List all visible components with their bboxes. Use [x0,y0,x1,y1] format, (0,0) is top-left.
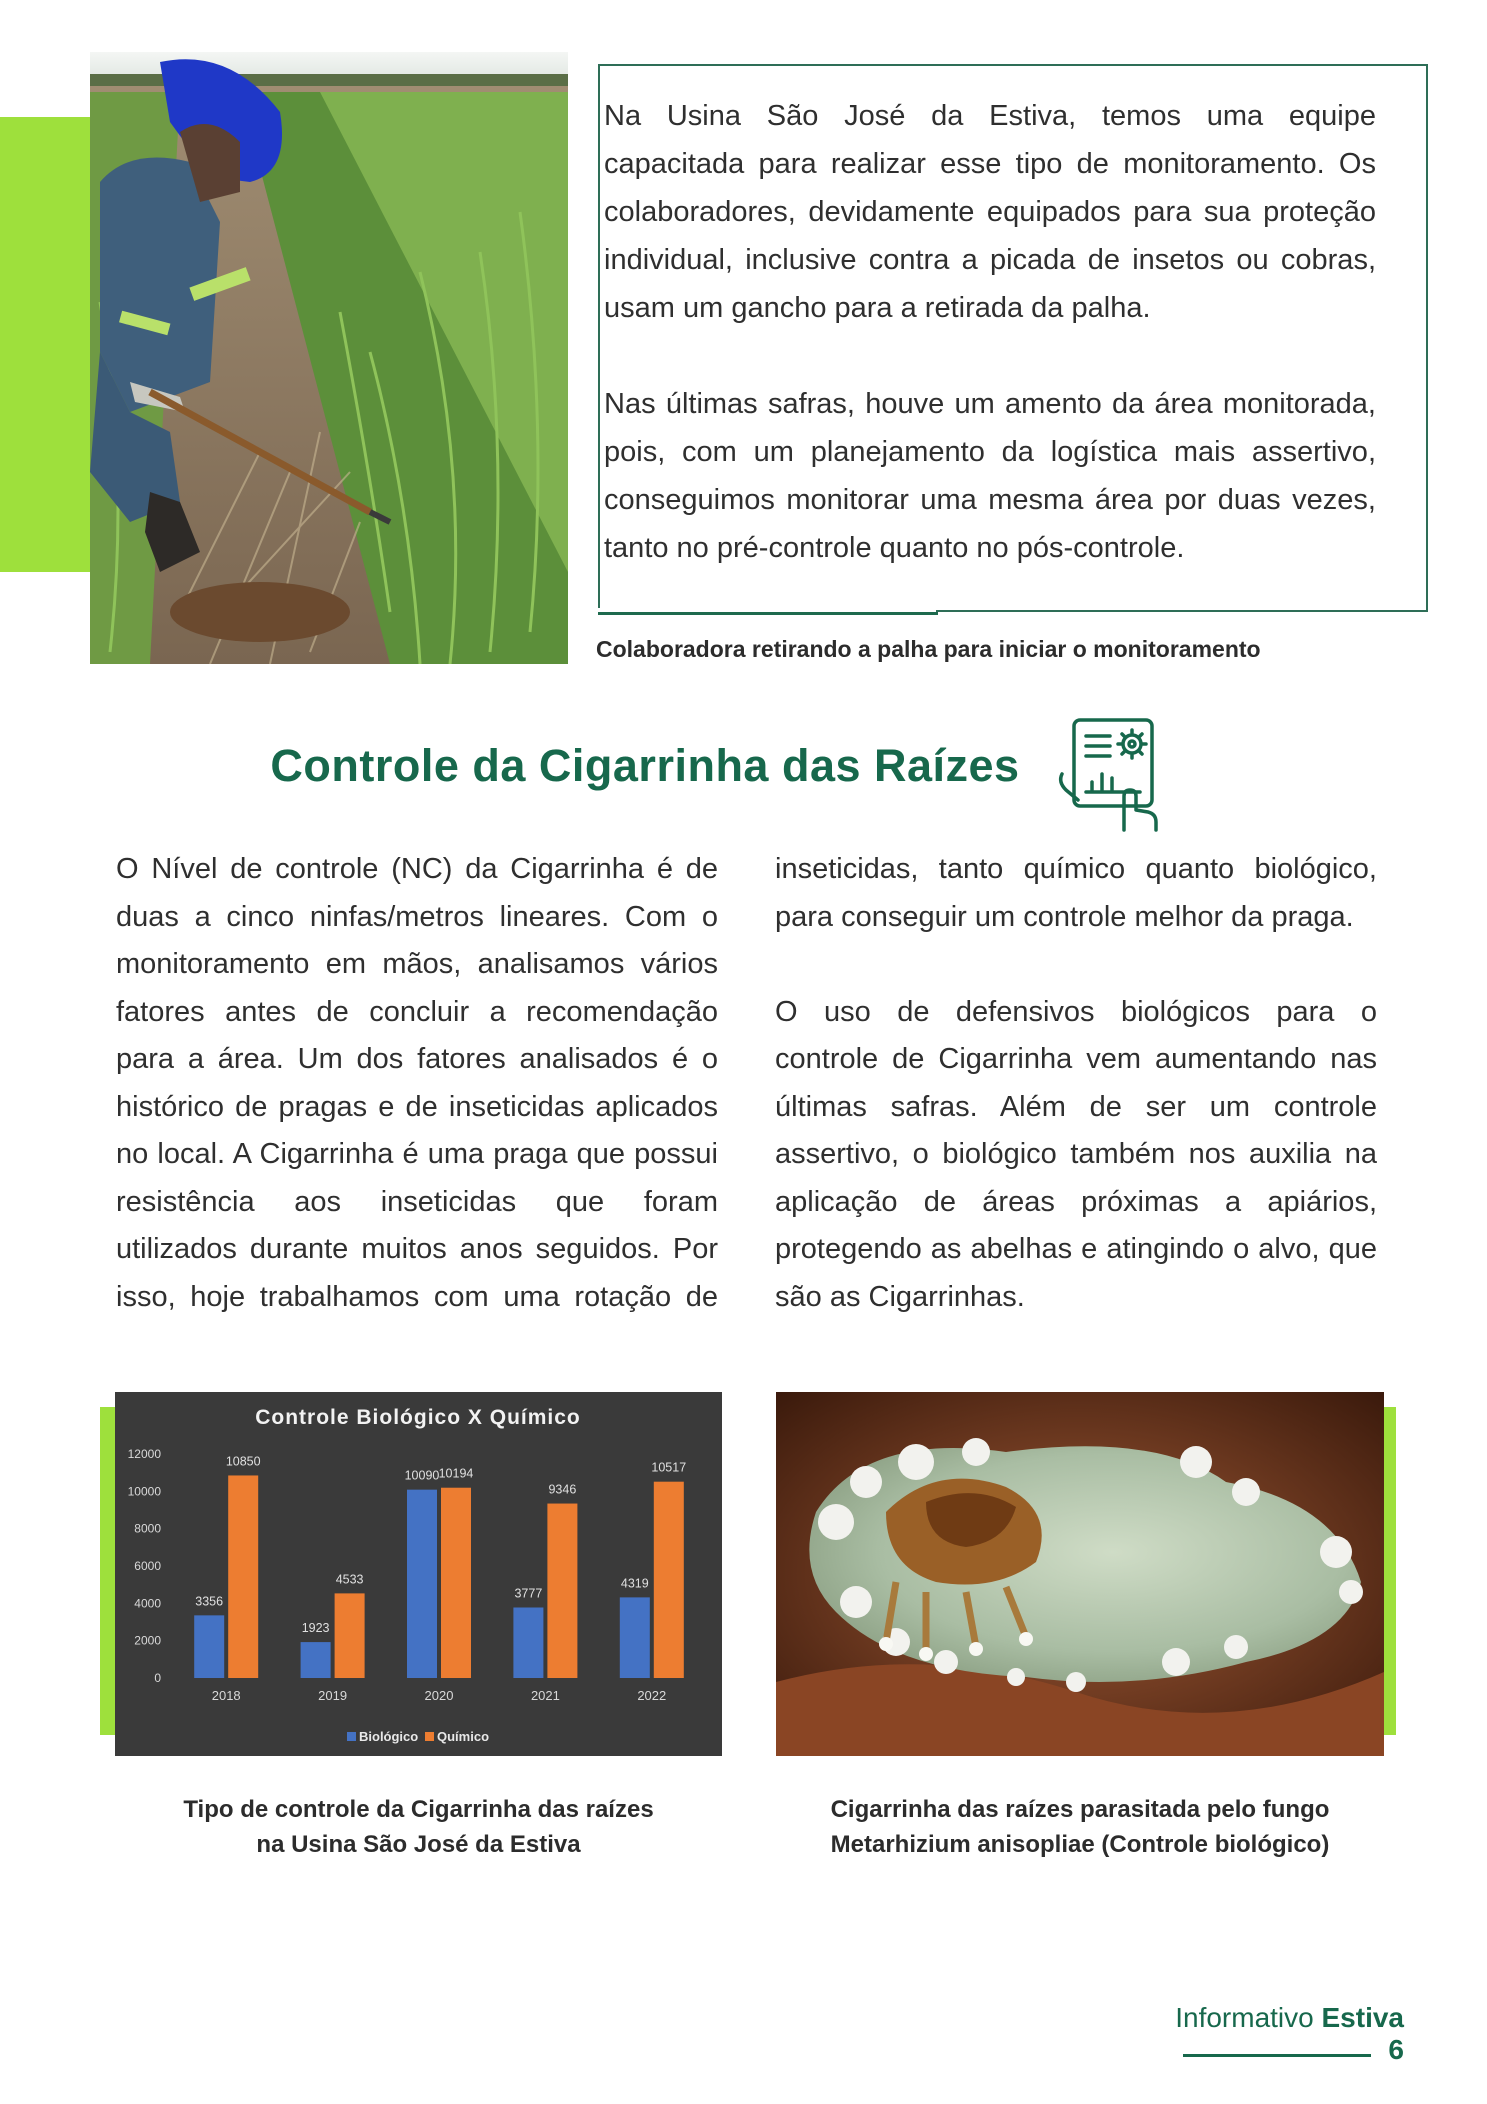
photo-accent-bar [1382,1407,1396,1735]
y-tick-label: 8000 [134,1521,161,1536]
legend-swatch [425,1732,434,1741]
bar-quimico-2021 [547,1504,577,1678]
caption-chart-line-2: na Usina São José da Estiva [256,1831,581,1858]
bar-quimico-2020 [441,1488,471,1678]
box-paragraph-1: Na Usina São José da Estiva, temos uma equipe capacitada para realizar esse tipo de monitoramento. Os colaboradores, devidamente equipados para sua proteção individual, inclusive contra a picada de insetos ou cobras, usam um gancho para a retirada da palha. [604,100,1376,324]
data-label: 4319 [620,1576,649,1591]
data-label: 10194 [438,1466,474,1481]
x-tick-label: 2020 [424,1688,454,1703]
data-label: 10090 [404,1468,440,1483]
data-label: 4533 [335,1572,364,1587]
x-tick-label: 2022 [637,1688,667,1703]
monitoring-text-box [604,92,1376,620]
bar-biologico-2019 [301,1642,331,1678]
bar-quimico-2022 [654,1482,684,1678]
caption-chart [115,1792,722,1862]
footer-publication-name [1090,2002,1404,2034]
page-number: 6 [1388,2034,1404,2065]
data-label: 10850 [225,1454,261,1469]
column-right [775,846,1377,1369]
caption-chart-line-1: Tipo de controle da Cigarrinha das raízes [183,1796,654,1823]
data-label: 10517 [651,1460,687,1475]
chart-svg [115,1392,722,1756]
box-paragraph-2: Nas últimas safras, houve um amento da área monitorada, pois, com um planejamento da logística mais assertivo, conseguimos monitorar uma mesma área por duas vezes, tanto no pré-controle quanto no pós-controle. [604,388,1376,564]
bar-biologico-2020 [407,1490,437,1678]
y-tick-label: 10000 [127,1484,161,1499]
column-right-paragraph-2: O uso de defensivos biológicos para o controle de Cigarrinha vem aumentando nas últimas safras. Além de ser um controle assertivo, o biológico também nos auxilia na aplicação de áreas próximas a apiários, protegendo as abelhas e atingindo o alvo, que são as Cigarrinhas. [775,995,1377,1313]
column-left-text: O Nível de controle (NC) da Cigarrinha é de duas a cinco ninfas/metros lineares. Com o monitoramento em mãos, analisamos vários fatores antes de concluir a recomendação para a área. Um dos fatores analisados é o histórico de pragas e de inseticidas aplicados no local. A Cigarrinha é uma praga que possui resistência aos inseticidas que foram utilizados durante muitos anos seguidos. Por isso, hoje trabalhamos com uma rotação de [116,853,718,1313]
section-title: Controle da Cigarrinha das Raízes [270,740,1020,791]
caption-insect-photo [776,1792,1384,1862]
x-tick-label: 2018 [211,1688,241,1703]
column-left [116,846,718,1369]
bar-quimico-2018 [228,1475,258,1678]
bar-quimico-2019 [335,1593,365,1678]
caption-insect-line-1: Cigarrinha das raízes parasitada pelo fungo [830,1796,1330,1823]
photo-worker-removing-straw [90,52,568,664]
accent-bar-left [0,117,90,572]
chart-accent-bar [100,1407,116,1735]
data-label: 3356 [195,1594,224,1609]
y-tick-label: 12000 [127,1447,161,1461]
bar-biologico-2018 [194,1615,224,1678]
legend-label: Biológico [359,1729,419,1744]
legend-label: Químico [437,1729,490,1744]
settings-document-icon [1052,712,1172,832]
x-tick-label: 2019 [318,1688,348,1703]
footer-label-light: Informativo [1175,2002,1314,2033]
data-label: 1923 [301,1621,330,1636]
x-tick-label: 2021 [530,1688,560,1703]
column-right-paragraph-1: inseticidas, tanto químico quanto biológico, para conseguir um controle melhor da praga. [775,853,1377,933]
legend-swatch [347,1732,356,1741]
bar-biologico-2022 [620,1597,650,1678]
bar-biologico-2021 [513,1607,543,1678]
photo-parasitized-cigarrinha [776,1392,1384,1756]
footer-label-bold: Estiva [1321,2002,1404,2033]
y-tick-label: 2000 [134,1633,161,1648]
photo-caption-top: Colaboradora retirando a palha para iniciar o monitoramento [596,636,1261,662]
caption-insect-line-2: Metarhizium anisopliae (Controle biológico) [830,1831,1330,1858]
data-label: 9346 [548,1482,577,1497]
y-tick-label: 0 [154,1671,161,1685]
y-tick-label: 6000 [134,1559,161,1573]
chart-title: Controle Biológico X Químico [255,1406,581,1429]
y-tick-label: 4000 [134,1596,161,1611]
footer-rule [1183,2054,1371,2057]
data-label: 3777 [514,1586,543,1601]
chart-biologico-quimico [115,1392,722,1756]
